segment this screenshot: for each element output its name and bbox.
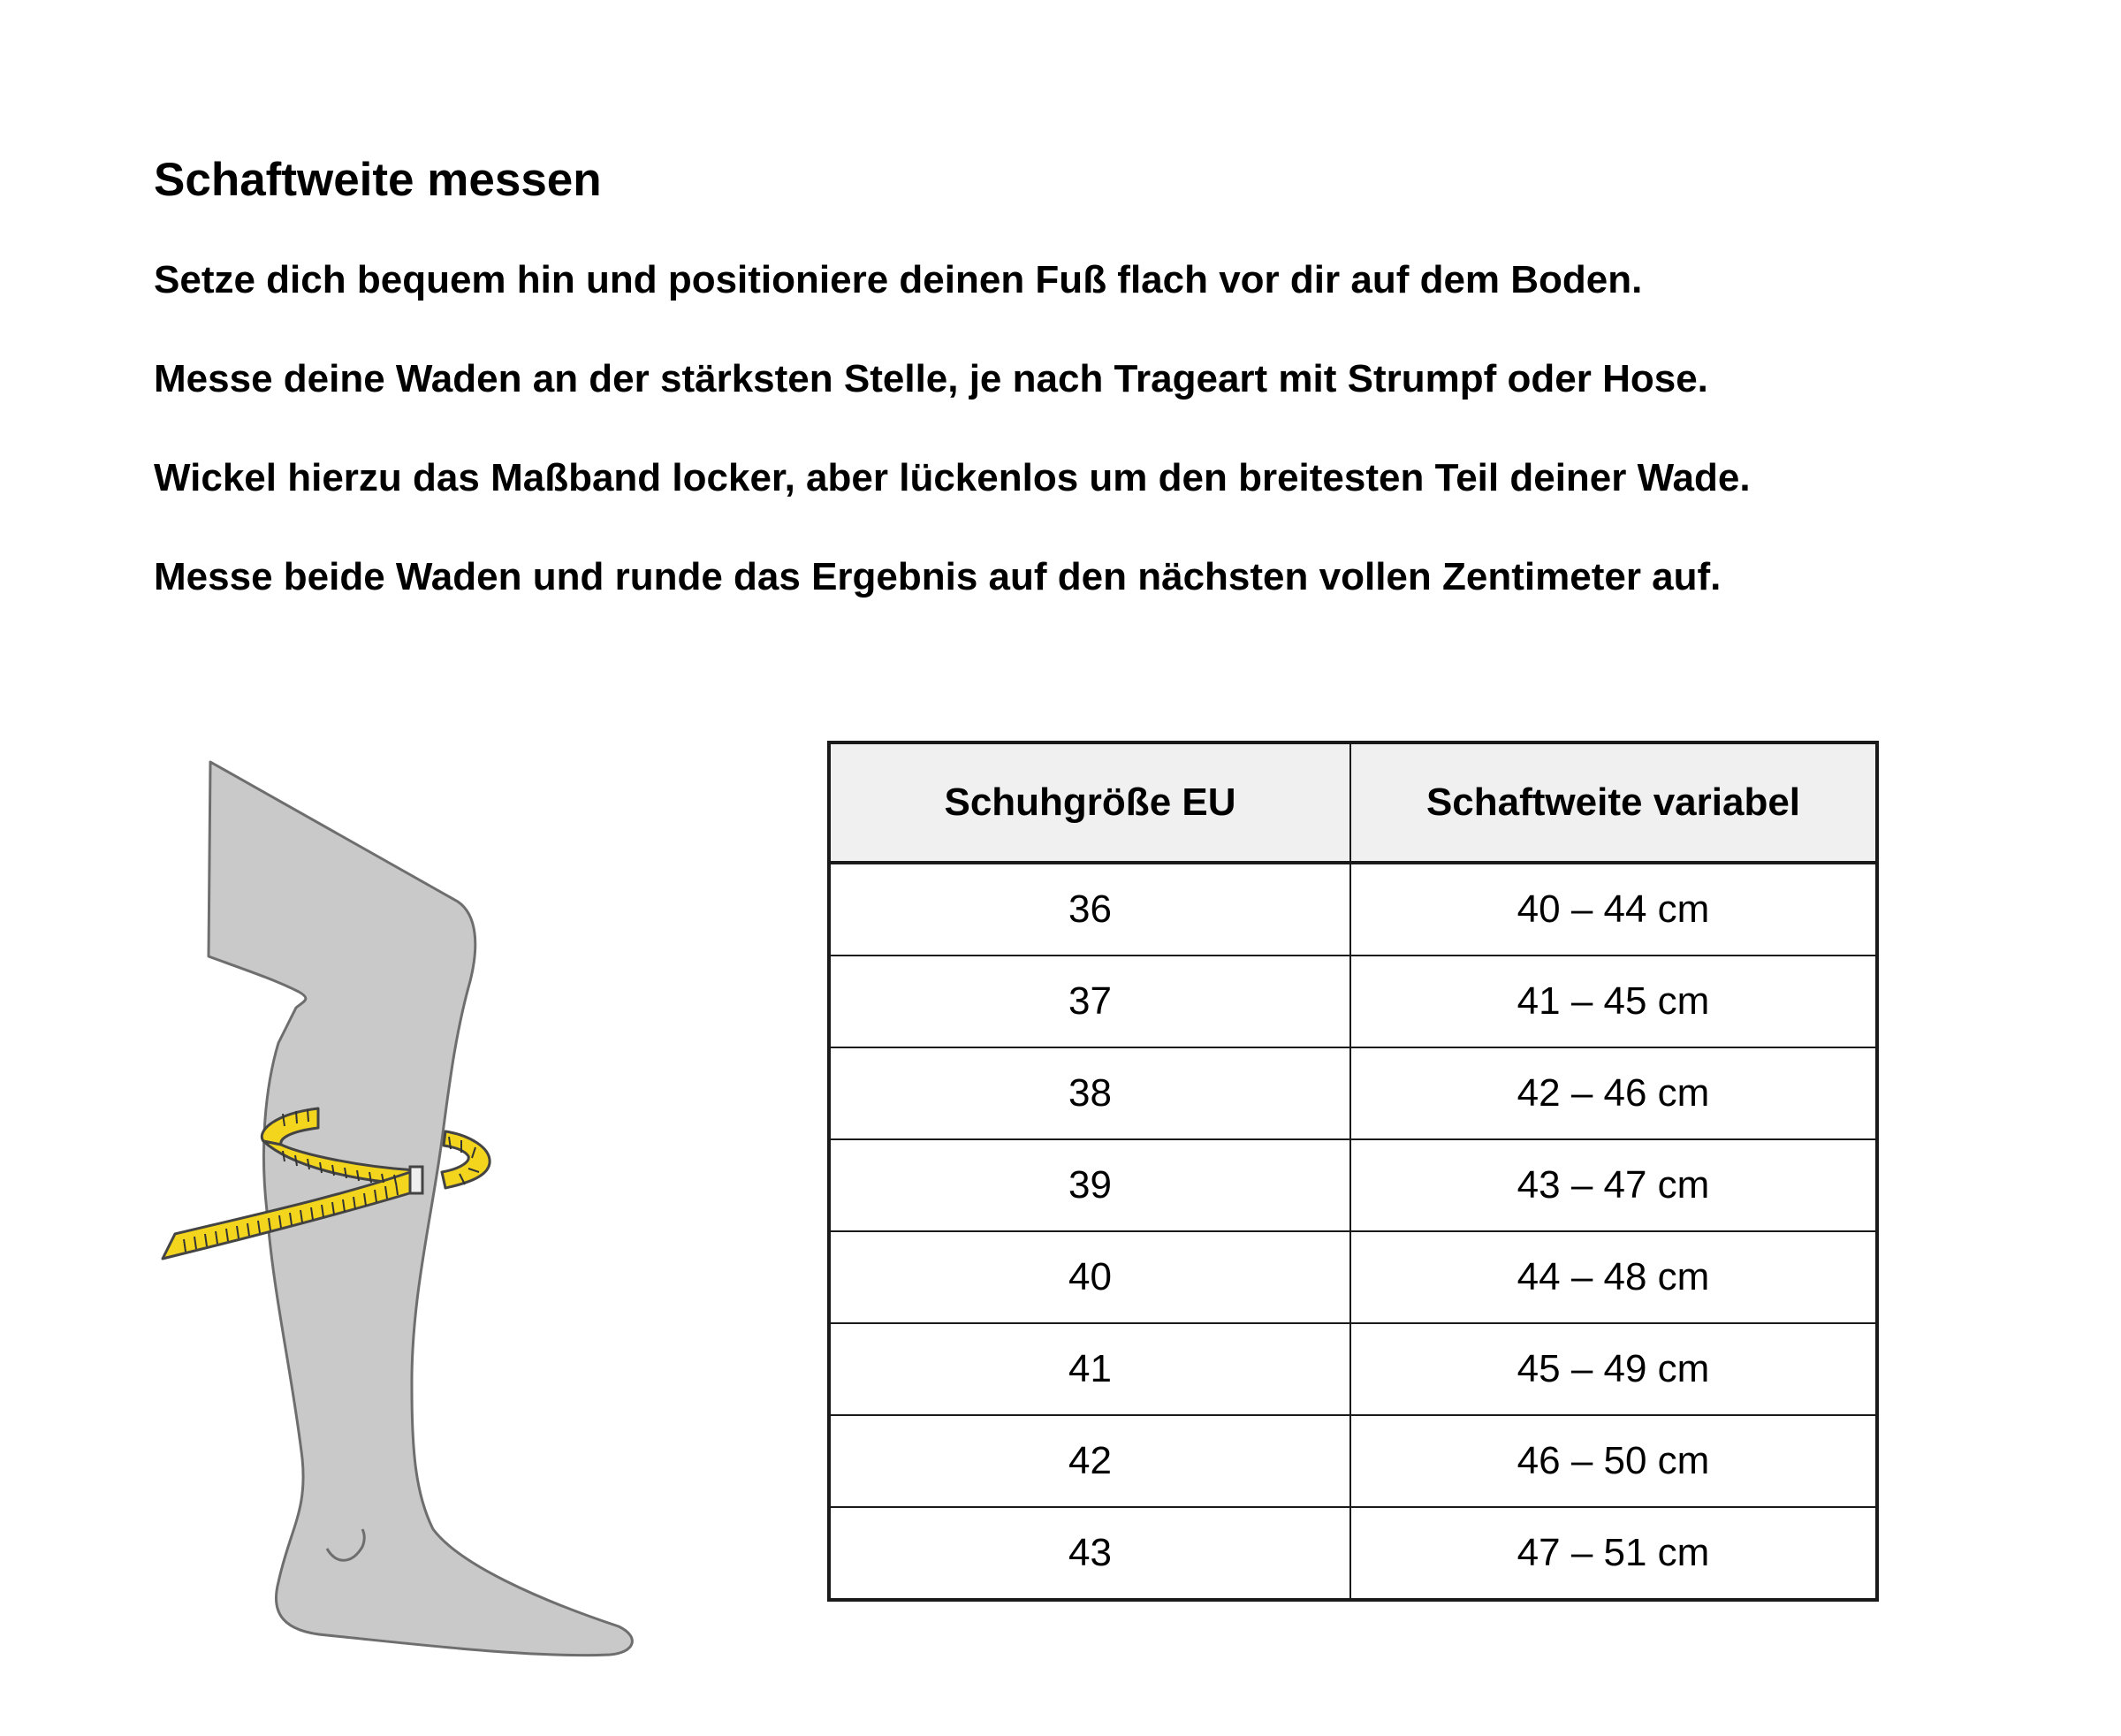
instruction-list: [154, 256, 1751, 652]
leg-silhouette: [209, 762, 632, 1656]
shaft-width-cell: 46 – 50 cm: [1350, 1415, 1877, 1507]
shoe-size-cell: 40: [829, 1231, 1350, 1323]
table-row: [829, 1507, 1877, 1600]
instruction-item: Wickel hierzu das Maßband locker, aber lückenlos um den breitesten Teil deiner Wade.: [154, 456, 1751, 499]
shoe-size-cell: 37: [829, 956, 1350, 1047]
shoe-size-cell: 42: [829, 1415, 1350, 1507]
instruction-item: Messe beide Waden und runde das Ergebnis auf den nächsten vollen Zentimeter auf.: [154, 555, 1722, 598]
table-row: [829, 1231, 1877, 1323]
shoe-size-cell: 43: [829, 1507, 1350, 1600]
table-row: [829, 1323, 1877, 1415]
page-title: Schaftweite messen: [154, 154, 602, 206]
shaft-width-cell: 45 – 49 cm: [1350, 1323, 1877, 1415]
instruction-item: Setze dich bequem hin und positioniere deinen Fuß flach vor dir auf dem Boden.: [154, 258, 1643, 301]
shoe-size-cell: 36: [829, 863, 1350, 956]
size-table: [827, 741, 1879, 1602]
shaft-width-cell: 40 – 44 cm: [1350, 863, 1877, 956]
shaft-width-cell: 41 – 45 cm: [1350, 956, 1877, 1047]
shaft-width-cell: 43 – 47 cm: [1350, 1139, 1877, 1231]
shoe-size-cell: 41: [829, 1323, 1350, 1415]
column-header-shaft-width: Schaftweite variabel: [1350, 742, 1877, 863]
shoe-size-cell: 39: [829, 1139, 1350, 1231]
table-header-row: [829, 742, 1877, 863]
shoe-size-cell: 38: [829, 1047, 1350, 1139]
shaft-width-cell: 47 – 51 cm: [1350, 1507, 1877, 1600]
tape-clip: [410, 1167, 422, 1193]
column-header-shoe-size: Schuhgröße EU: [829, 742, 1350, 863]
shaft-width-cell: 42 – 46 cm: [1350, 1047, 1877, 1139]
table-row: [829, 1415, 1877, 1507]
leg-measurement-illustration: [150, 751, 680, 1679]
table-row: [829, 1139, 1877, 1231]
table-row: [829, 956, 1877, 1047]
instruction-item: Messe deine Waden an der stärksten Stelle, je nach Trageart mit Strumpf oder Hose.: [154, 357, 1708, 400]
table-row: [829, 1047, 1877, 1139]
table-row: [829, 863, 1877, 956]
shaft-width-cell: 44 – 48 cm: [1350, 1231, 1877, 1323]
